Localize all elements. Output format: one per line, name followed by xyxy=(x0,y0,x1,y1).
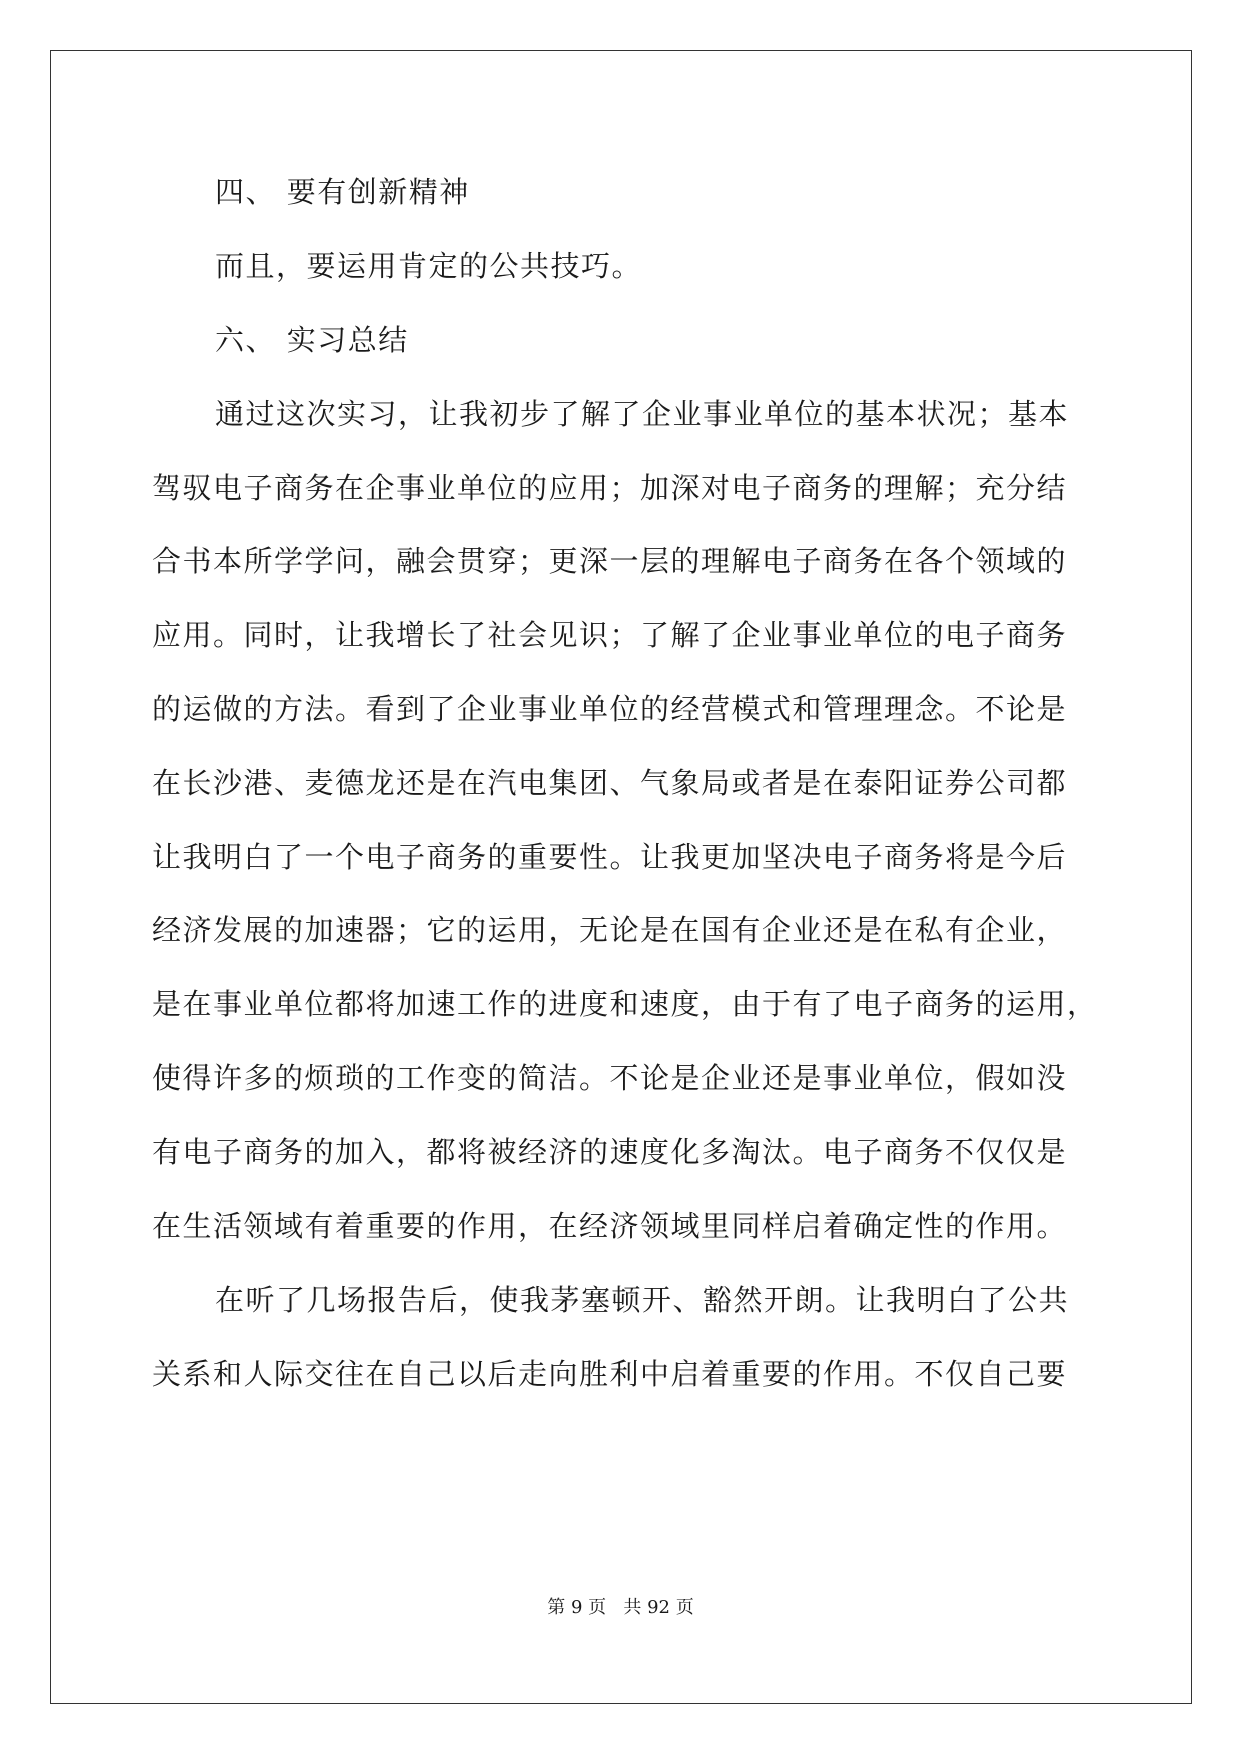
page-number-footer: 第 9 页 共 92 页 xyxy=(547,1597,694,1618)
paragraph-line: 有电子商务的加入，都将被经济的速度化多淘汰。电子商务不仅仅是 xyxy=(152,1135,1068,1169)
page-border xyxy=(50,50,1192,1704)
paragraph-line: 驾驭电子商务在企事业单位的应用；加深对电子商务的理解；充分结 xyxy=(152,471,1068,505)
section-heading-six: 六、 实习总结 xyxy=(215,323,409,357)
section-heading-four: 四、 要有创新精神 xyxy=(215,175,470,209)
paragraph-line: 在生活领域有着重要的作用，在经济领域里同样启着确定性的作用。 xyxy=(152,1209,1068,1243)
paragraph-line: 在长沙港、麦德龙还是在汽电集团、气象局或者是在泰阳证券公司都 xyxy=(152,766,1068,800)
paragraph-line: 经济发展的加速器；它的运用，无论是在国有企业还是在私有企业， xyxy=(152,913,1068,947)
paragraph-line: 而且，要运用肯定的公共技巧。 xyxy=(215,249,643,283)
paragraph-line: 合书本所学学问，融会贯穿；更深一层的理解电子商务在各个领域的 xyxy=(152,544,1068,578)
paragraph-line: 的运做的方法。看到了企业事业单位的经营模式和管理理念。不论是 xyxy=(152,692,1068,726)
paragraph-line: 让我明白了一个电子商务的重要性。让我更加坚决电子商务将是今后 xyxy=(152,840,1068,874)
paragraph-line: 应用。同时，让我增长了社会见识；了解了企业事业单位的电子商务 xyxy=(152,618,1068,652)
paragraph-line: 关系和人际交往在自己以后走向胜利中启着重要的作用。不仅自己要 xyxy=(152,1357,1068,1391)
paragraph-line: 在听了几场报告后，使我茅塞顿开、豁然开朗。让我明白了公共 xyxy=(215,1283,1070,1317)
paragraph-line: 使得许多的烦琐的工作变的简洁。不论是企业还是事业单位，假如没 xyxy=(152,1061,1068,1095)
paragraph-line: 是在事业单位都将加速工作的进度和速度，由于有了电子商务的运用， xyxy=(152,987,1098,1021)
paragraph-line: 通过这次实习，让我初步了解了企业事业单位的基本状况；基本 xyxy=(215,397,1070,431)
